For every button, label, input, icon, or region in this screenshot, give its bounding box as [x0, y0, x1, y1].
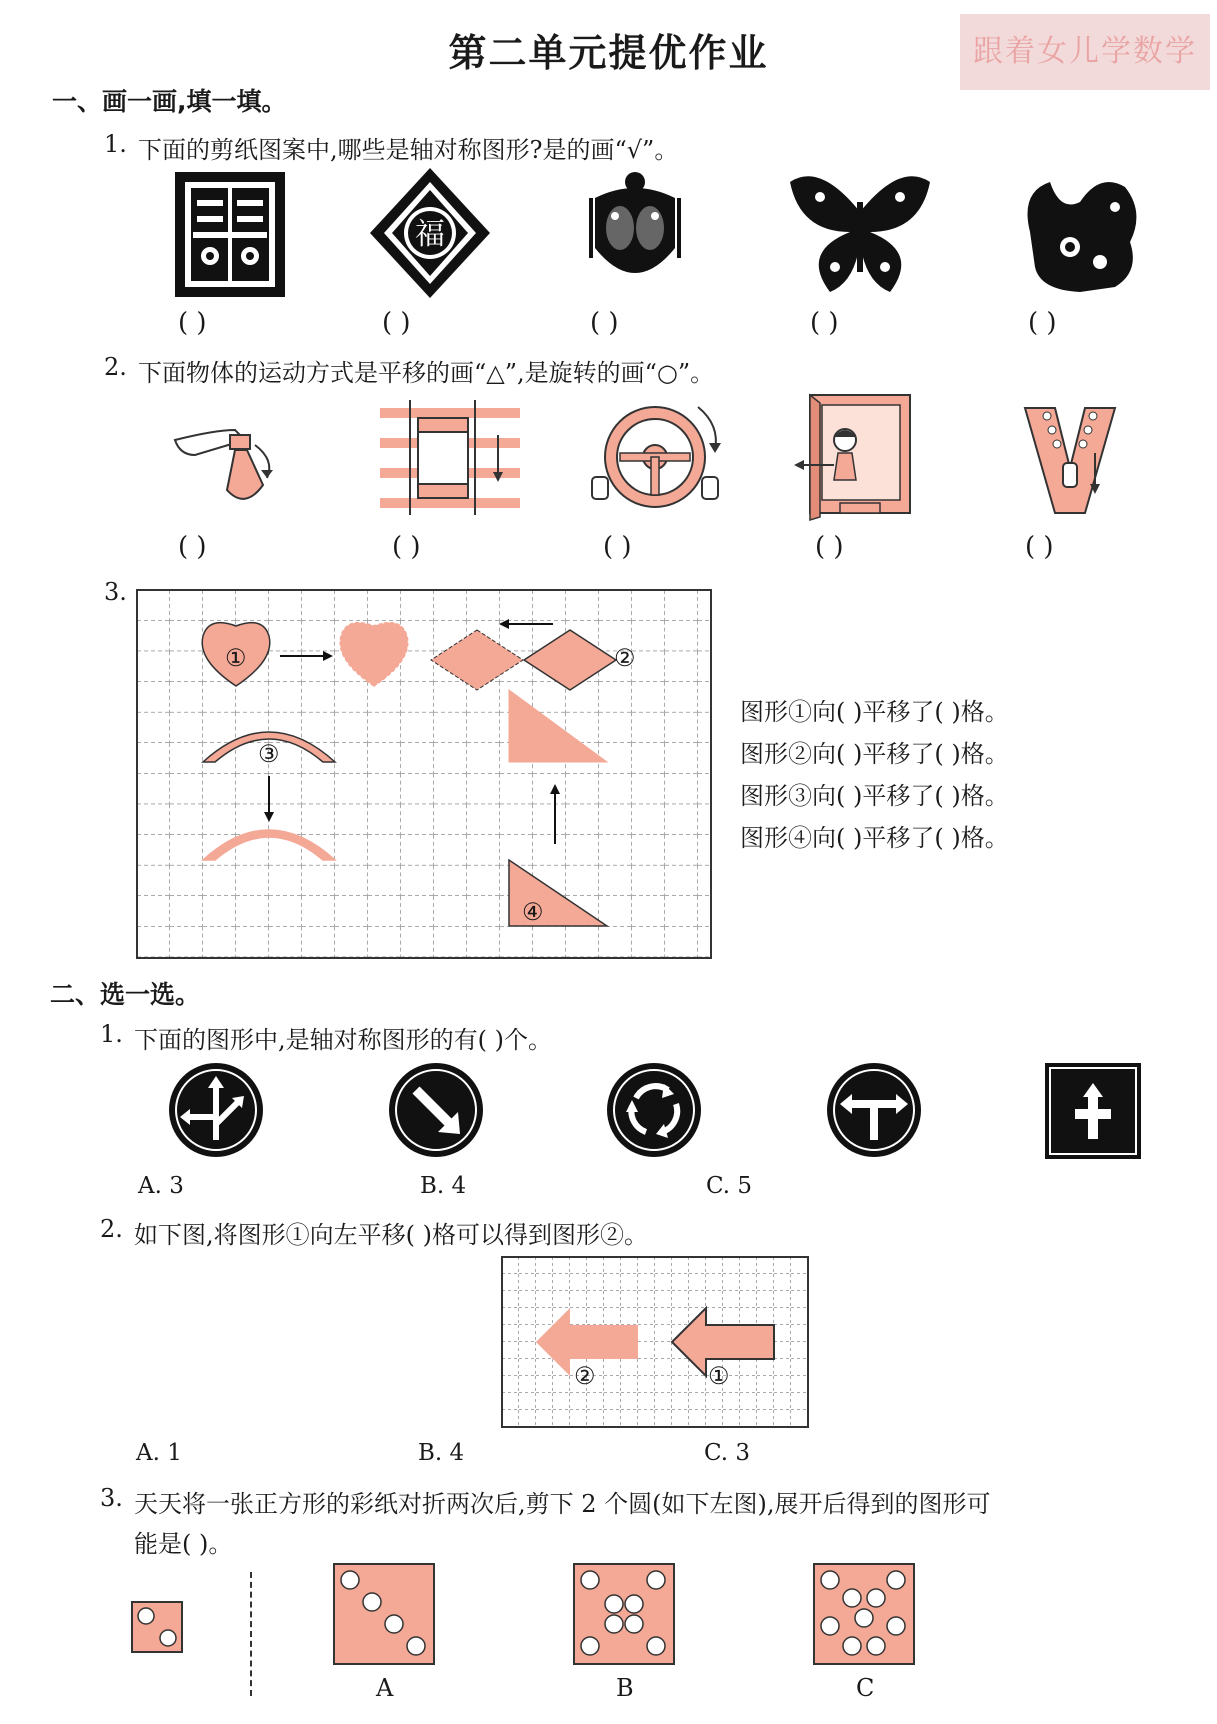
folded-paper-figure: [130, 1600, 186, 1656]
q1-1-blank-4[interactable]: ( ): [810, 308, 839, 338]
q2-1-option-c[interactable]: C. 5: [706, 1173, 753, 1199]
q1-1-text: 下面的剪纸图案中,哪些是轴对称图形?是的画“√”。: [138, 136, 679, 164]
q1-2-blank-4[interactable]: ( ): [815, 532, 844, 562]
square-cross-sign-icon: [1045, 1063, 1141, 1159]
arrow-translation-grid: [502, 1257, 808, 1427]
roundabout-sign-icon: [606, 1062, 702, 1158]
q2-3-text-line1: 天天将一张正方形的彩纸对折两次后,剪下 2 个圆(如下左图),展开后得到的图形可: [134, 1490, 991, 1518]
straight-or-turn-sign-icon: [168, 1062, 264, 1158]
option-b-letter[interactable]: B: [616, 1674, 634, 1702]
q2-2-number: 2.: [100, 1215, 123, 1243]
paper-cut-rooster-icon: [1020, 172, 1145, 297]
q2-2-option-c[interactable]: C. 3: [704, 1440, 751, 1466]
q1-2-blank-1[interactable]: ( ): [178, 532, 207, 562]
q1-1-blank-5[interactable]: ( ): [1028, 308, 1057, 338]
option-a-paper-figure: [332, 1562, 436, 1666]
q2-3-text-line2: 能是( )。: [134, 1530, 233, 1558]
shape-label-3: ③: [258, 740, 280, 768]
turn-left-right-sign-icon: [826, 1062, 922, 1158]
steering-wheel-icon: [580, 395, 730, 515]
q1-1-blank-2[interactable]: ( ): [382, 308, 411, 338]
q1-2-blank-2[interactable]: ( ): [392, 532, 421, 562]
zipper-icon: [1025, 408, 1115, 513]
section-1-heading: 一、画一画,填一填。: [52, 87, 287, 116]
paper-cut-butterfly-icon: [790, 172, 930, 292]
arrow-label-2: ②: [574, 1362, 596, 1390]
q2-2-option-a[interactable]: A. 1: [136, 1440, 182, 1466]
q1-1-blank-3[interactable]: ( ): [590, 308, 619, 338]
translation-sentence-1: 图形①向( )平移了( )格。: [740, 698, 1009, 726]
q2-3-number: 3.: [100, 1484, 123, 1512]
q1-2-blank-5[interactable]: ( ): [1025, 532, 1054, 562]
paper-cut-fish-icon: [585, 168, 685, 298]
translation-sentence-4: 图形④向( )平移了( )格。: [740, 824, 1009, 852]
paper-cut-double-happiness-icon: [175, 172, 285, 297]
svg-text:福: 福: [415, 217, 445, 252]
q1-3-number: 3.: [104, 578, 127, 606]
q2-1-option-b[interactable]: B. 4: [420, 1173, 467, 1199]
q2-2-option-b[interactable]: B. 4: [418, 1440, 465, 1466]
q2-1-number: 1.: [100, 1020, 123, 1048]
paper-cut-fu-icon: [370, 168, 490, 298]
elevator-icon: [380, 400, 520, 515]
q1-1-blank-1[interactable]: ( ): [178, 308, 207, 338]
option-b-paper-figure: [572, 1562, 676, 1666]
q2-2-text: 如下图,将图形①向左平移( )格可以得到图形②。: [134, 1221, 648, 1249]
page-title: 第二单元提优作业: [448, 31, 769, 75]
door-girl-icon: [790, 395, 920, 520]
shape-label-4: ④: [522, 898, 544, 926]
q1-1-number: 1.: [104, 130, 127, 158]
arrow-label-1: ①: [708, 1362, 730, 1390]
section-2-heading: 二、选一选。: [50, 980, 201, 1009]
q1-2-blank-3[interactable]: ( ): [603, 532, 632, 562]
option-c-paper-figure: [812, 1562, 916, 1666]
q1-2-number: 2.: [104, 353, 127, 381]
q1-2-text: 下面物体的运动方式是平移的画“△”,是旋转的画“○”。: [138, 359, 715, 387]
translation-sentence-3: 图形③向( )平移了( )格。: [740, 782, 1009, 810]
q2-1-text: 下面的图形中,是轴对称图形的有( )个。: [134, 1026, 552, 1054]
shape-label-1: ①: [225, 644, 247, 672]
shape-label-2: ②: [614, 644, 636, 672]
divider-line: [250, 1572, 252, 1696]
diagonal-arrow-sign-icon: [388, 1062, 484, 1158]
unscrew-bottle-icon: [175, 400, 285, 510]
option-a-letter[interactable]: A: [376, 1674, 394, 1702]
watermark: 跟着女儿学数学: [960, 14, 1210, 90]
option-c-letter[interactable]: C: [856, 1674, 875, 1702]
q2-1-option-a[interactable]: A. 3: [138, 1173, 184, 1199]
translation-sentence-2: 图形②向( )平移了( )格。: [740, 740, 1009, 768]
